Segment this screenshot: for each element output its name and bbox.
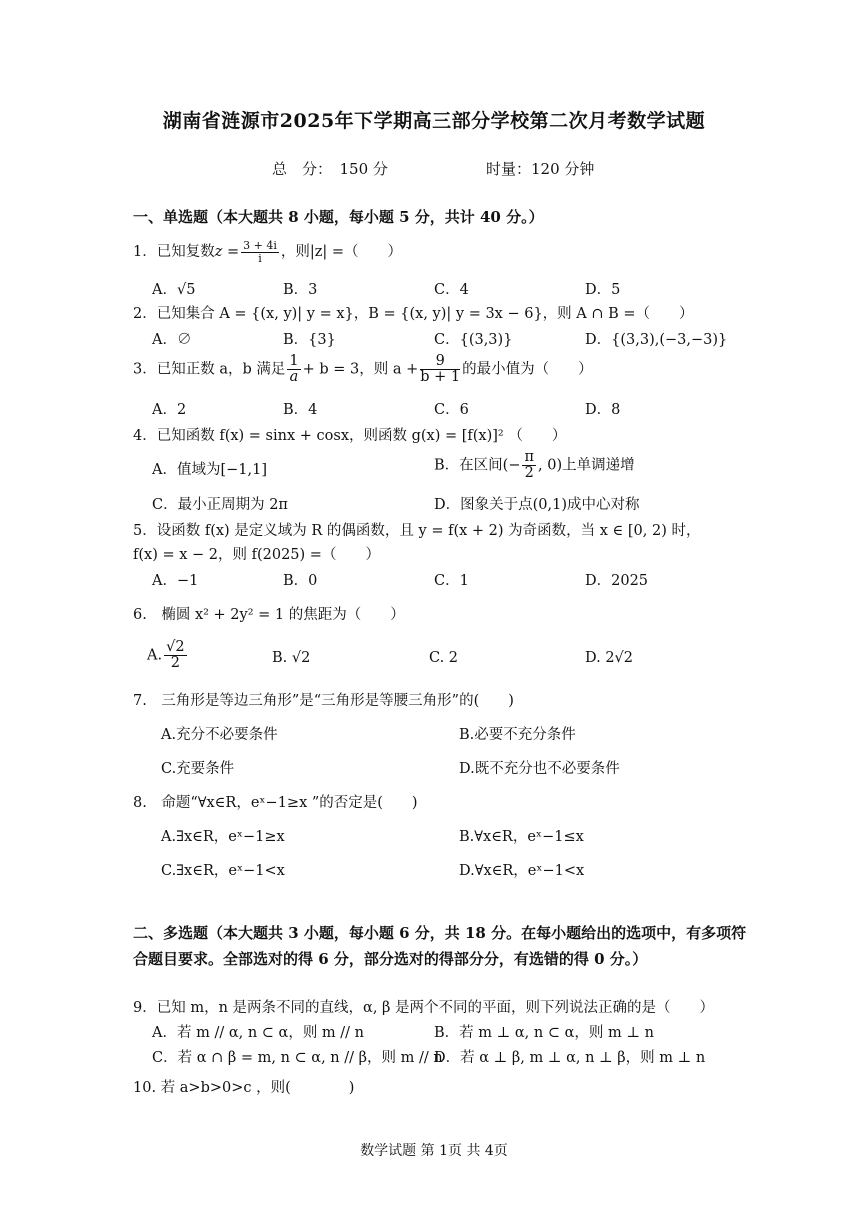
q3-f2-den: b + 1	[420, 369, 461, 386]
q7-option-a: A.充分不必要条件	[161, 727, 278, 743]
q5-option-b: B．0	[283, 573, 318, 589]
q3-option-a: A．2	[152, 402, 187, 418]
section2-heading-line-2: 合题目要求。全部选对的得 6 分，部分选对的得部分分，有选错的得 0 分。）	[133, 950, 648, 968]
question-2: 2．已知集合 A = {(x, y)| y = x}，B = {(x, y)| y = 3x − 6}，则 A ∩ B =（ ）	[133, 306, 694, 322]
section1-heading: 一、单选题（本大题共 8 小题，每小题 5 分，共计 40 分。）	[133, 208, 544, 226]
q1-fraction	[241, 240, 279, 264]
question-4: 4．已知函数 f(x) = sinx + cosx，则函数 g(x) = [f(x)]² （ ）	[133, 428, 567, 444]
q7-option-c: C.充要条件	[161, 761, 235, 777]
q1-den: i	[258, 251, 262, 265]
q8-option-b: B.∀x∈R，eˣ−1≤x	[459, 829, 584, 845]
q6-option-c: C. 2	[429, 650, 459, 666]
q4-option-b-num: π	[524, 449, 534, 465]
total-score: 总 分： 150 分	[272, 160, 388, 178]
q5-option-a: A．−1	[152, 573, 199, 589]
q9-option-b: B．若 m ⊥ α, n ⊂ α，则 m ⊥ n	[434, 1025, 654, 1041]
q4-option-b-text: 上单调递增	[562, 457, 635, 474]
q6-option-a-fraction	[164, 640, 186, 671]
q1-stem-b: ，则|z| =（ ）	[280, 244, 403, 261]
page-title: 湖南省涟源市2025年下学期高三部分学校第二次月考数学试题	[162, 110, 706, 132]
q1-option-d: D．5	[585, 282, 621, 298]
q4-option-b-label: B．在区间	[434, 457, 503, 474]
q3-f2-num: 9	[420, 354, 460, 370]
q9-option-a: A．若 m // α, n ⊂ α，则 m // n	[152, 1025, 365, 1041]
q2-option-c: C．{(3,3)}	[434, 332, 513, 348]
q8-option-c: C.∃x∈R，eˣ−1<x	[161, 863, 285, 879]
question-10: 10. 若 a>b>0>c ，则( )	[133, 1080, 355, 1096]
q2-option-b: B．{3}	[283, 332, 336, 348]
q5-option-c: C．1	[434, 573, 469, 589]
q3-stem-b: + b = 3，则 a +	[302, 361, 419, 378]
question-7: 7. 三角形是等边三角形”是“三角形是等腰三角形”的( )	[133, 693, 514, 709]
q6-option-a-den: 2	[170, 655, 180, 672]
question-5-line-1: 5．设函数 f(x) 是定义域为 R 的偶函数，且 y = f(x + 2) 为奇函数，当 x ∈ [0, 2) 时，	[133, 523, 701, 539]
q2-option-a: A．∅	[152, 332, 192, 348]
q1-stem-a: 1．已知复数	[133, 244, 215, 261]
q6-option-a	[147, 640, 189, 671]
q9-option-c: C．若 α ∩ β = m, n ⊂ α, n // β，则 m // n	[152, 1050, 443, 1066]
q3-option-b: B．4	[283, 402, 318, 418]
q4-option-b	[434, 450, 635, 481]
time-limit: 时量：120 分钟	[486, 160, 595, 178]
question-8: 8. 命题“∀x∈R，eˣ−1≥x ”的否定是( )	[133, 795, 418, 811]
q1-option-b: B．3	[283, 282, 318, 298]
q1-option-a: A．√5	[152, 282, 196, 298]
q3-f1-den: a	[289, 369, 299, 386]
question-3	[133, 354, 593, 385]
q3-option-d: D．8	[585, 402, 621, 418]
q2-option-d: D．{(3,3),(−3,−3)}	[585, 332, 728, 348]
question-5-line-2: f(x) = x − 2，则 f(2025) =（ ）	[133, 547, 380, 563]
question-6: 6. 椭圆 x² + 2y² = 1 的焦距为（ ）	[133, 607, 405, 623]
q4-option-b-den: 2	[524, 465, 534, 482]
q8-option-a: A.∃x∈R，eˣ−1≥x	[161, 829, 285, 845]
q4-option-b-post: , 0)	[538, 457, 563, 474]
q6-option-b: B. √2	[272, 650, 311, 666]
q4-option-a: A．值域为[−1,1]	[152, 462, 267, 478]
q4-option-c: C．最小正周期为 2π	[152, 497, 288, 513]
q3-stem-c: 的最小值为（ ）	[462, 361, 593, 378]
q3-fraction-2	[420, 354, 460, 385]
q7-option-b: B.必要不充分条件	[459, 727, 576, 743]
q1-num: 3 + 4i	[243, 239, 277, 252]
q8-option-d: D.∀x∈R，eˣ−1<x	[459, 863, 585, 879]
q5-option-d: D．2025	[585, 573, 649, 589]
question-1	[133, 240, 402, 264]
q1-z: z =	[214, 244, 240, 261]
q1-option-c: C．4	[434, 282, 469, 298]
q6-option-a-label: A.	[147, 647, 163, 664]
q3-f1-num: 1	[289, 353, 299, 369]
q4-option-b-pre: (−	[502, 457, 521, 474]
q4-option-d: D．图象关于点(0,1)成中心对称	[434, 497, 640, 513]
q6-option-d: D. 2√2	[585, 650, 634, 666]
q3-option-c: C．6	[434, 402, 469, 418]
q3-stem-a: 3．已知正数 a，b 满足	[133, 361, 286, 378]
q3-fraction-1	[287, 354, 300, 385]
q9-option-d: D．若 α ⊥ β, m ⊥ α, n ⊥ β，则 m ⊥ n	[434, 1050, 706, 1066]
q6-option-a-num: √2	[166, 639, 185, 655]
question-9: 9．已知 m，n 是两条不同的直线，α, β 是两个不同的平面，则下列说法正确的是（ ）	[133, 1000, 715, 1016]
page-footer: 数学试题 第 1页 共 4页	[360, 1143, 508, 1159]
section2-heading-line-1: 二、多选题（本大题共 3 小题，每小题 6 分，共 18 分。在每小题给出的选项中，有多项符	[133, 924, 747, 942]
q7-option-d: D.既不充分也不必要条件	[459, 761, 620, 777]
q4-option-b-fraction	[522, 450, 536, 481]
